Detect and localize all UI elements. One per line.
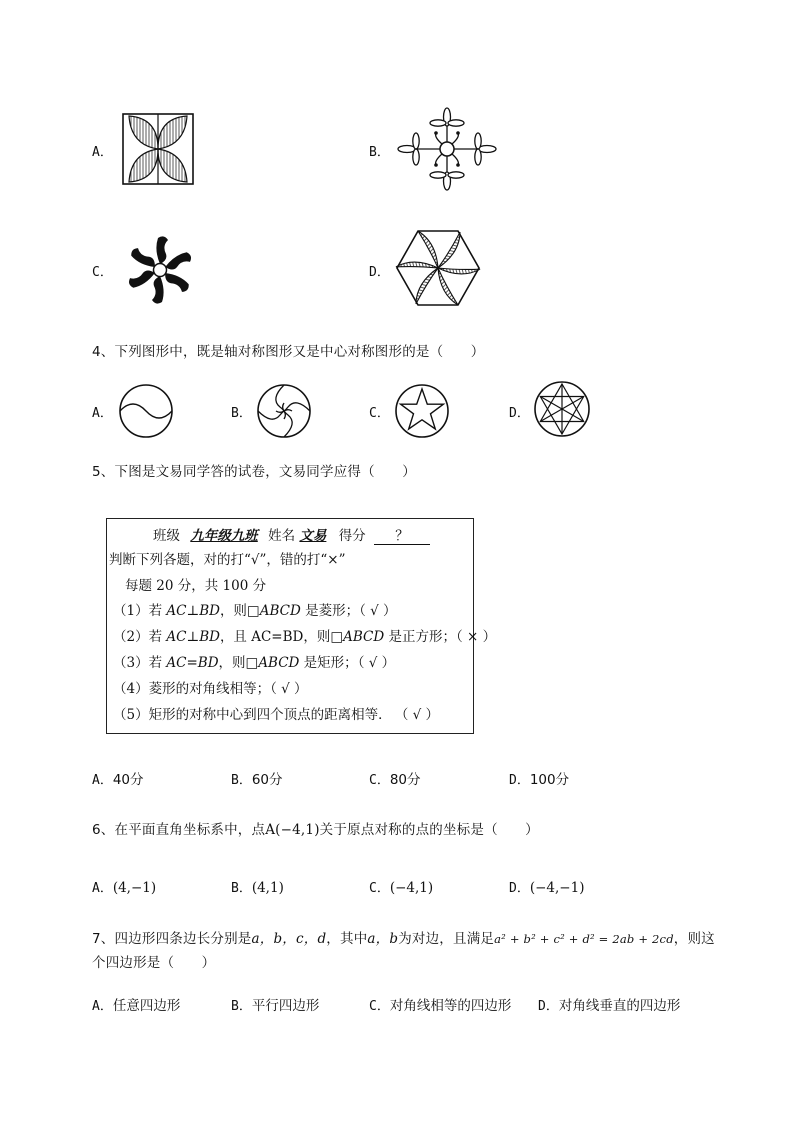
q4-question-text: 4、下列图形中，既是轴对称图形又是中心对称图形的是（ ） <box>92 344 485 360</box>
test-paper-item-4: （4）菱形的对角线相等；（ √ ） <box>113 681 308 697</box>
q3-figure-a-leaf-square <box>121 112 195 186</box>
q6-option-d: D．(−4,−1) <box>509 880 585 896</box>
score-value: ？ <box>374 524 430 545</box>
q5-option-b: B．60分 <box>231 772 283 788</box>
name-value: 文易 <box>299 528 327 544</box>
q4-figure-a-yin-yang-circle <box>118 383 174 439</box>
test-paper-instruction: 判断下列各题，对的打“√”，错的打“×” <box>109 552 346 568</box>
q4-option-d-label: D． <box>509 406 530 421</box>
q7-question-text-line2: 个四边形是（ ） <box>92 955 216 971</box>
class-label: 班级 <box>153 528 180 544</box>
q3-figure-d-hexagon-petals <box>394 228 482 308</box>
q5-option-d: D．100分 <box>509 772 570 788</box>
q3-option-b-label: B． <box>369 145 390 160</box>
q4-figure-b-swirl-circle <box>256 383 312 439</box>
item-1-mark: （ √ ） <box>359 603 397 619</box>
q7-equation: a² + b² + c² + d² = 2ab + 2cd <box>494 932 674 946</box>
class-value: 九年级九班 <box>190 528 258 544</box>
q6-question-text: 6、在平面直角坐标系中，点A(−4,1)关于原点对称的点的坐标是（ ） <box>92 822 539 838</box>
test-paper-item-1: （1）若 AC⊥BD，则□ABCD 是菱形；（ √ ） <box>113 603 397 619</box>
q4-option-a-label: A． <box>92 406 113 421</box>
item-3-mark: （ √ ） <box>357 655 396 671</box>
q3-option-a-label: A． <box>92 145 113 160</box>
score-label: 得分 <box>338 528 366 544</box>
q5-option-c: C．80分 <box>369 772 421 788</box>
q4-option-c-label: C． <box>369 406 390 421</box>
q4-figure-c-star-circle <box>394 383 450 439</box>
item-2-mark: （ × ） <box>456 629 497 645</box>
q6-point: A(−4,1) <box>265 822 320 838</box>
q3-option-d-label: D． <box>369 265 390 280</box>
q7-option-c: C．对角线相等的四边形 <box>369 998 512 1014</box>
q3-figure-c-pinwheel-flower <box>118 232 202 308</box>
test-paper-item-5: （5）矩形的对称中心到四个顶点的距离相等． （ √ ） <box>113 707 440 723</box>
q3-figure-b-flower-cross <box>396 103 498 195</box>
q6-option-c: C．(−4,1) <box>369 880 434 896</box>
q5-question-text: 5、下图是文易同学答的试卷，文易同学应得（ ） <box>92 464 416 480</box>
test-paper-item-3: （3）若 AC=BD，则□ABCD 是矩形；（ √ ） <box>113 655 396 671</box>
q3-option-c-label: C． <box>92 265 113 280</box>
name-label: 姓名 <box>268 528 296 544</box>
q5-option-a: A．40分 <box>92 772 144 788</box>
item-5-mark: （ √ ） <box>401 707 440 723</box>
test-paper-points: 每题 20 分，共 100 分 <box>125 578 267 594</box>
test-paper-image <box>106 518 497 734</box>
test-paper-item-2: （2）若 AC⊥BD，且 AC=BD，则□ABCD 是正方形；（ × ） <box>113 629 497 645</box>
q4-option-b-label: B． <box>231 406 252 421</box>
q7-option-d: D．对角线垂直的四边形 <box>538 998 681 1014</box>
q7-question-text: 7、四边形四条边长分别是a，b，c，d，其中a，b为对边，且满足a² + b² + c² + d² = 2ab + 2cd，则这 <box>92 931 715 947</box>
q7-option-a: A．任意四边形 <box>92 998 181 1014</box>
q7-option-b: B．平行四边形 <box>231 998 320 1014</box>
item-4-mark: （ √ ） <box>270 681 308 697</box>
q6-option-a: A．(4,−1) <box>92 880 157 896</box>
q6-option-b: B．(4,1) <box>231 880 284 896</box>
test-paper-header <box>153 524 430 545</box>
q4-figure-d-hexagram-circle <box>533 380 591 438</box>
